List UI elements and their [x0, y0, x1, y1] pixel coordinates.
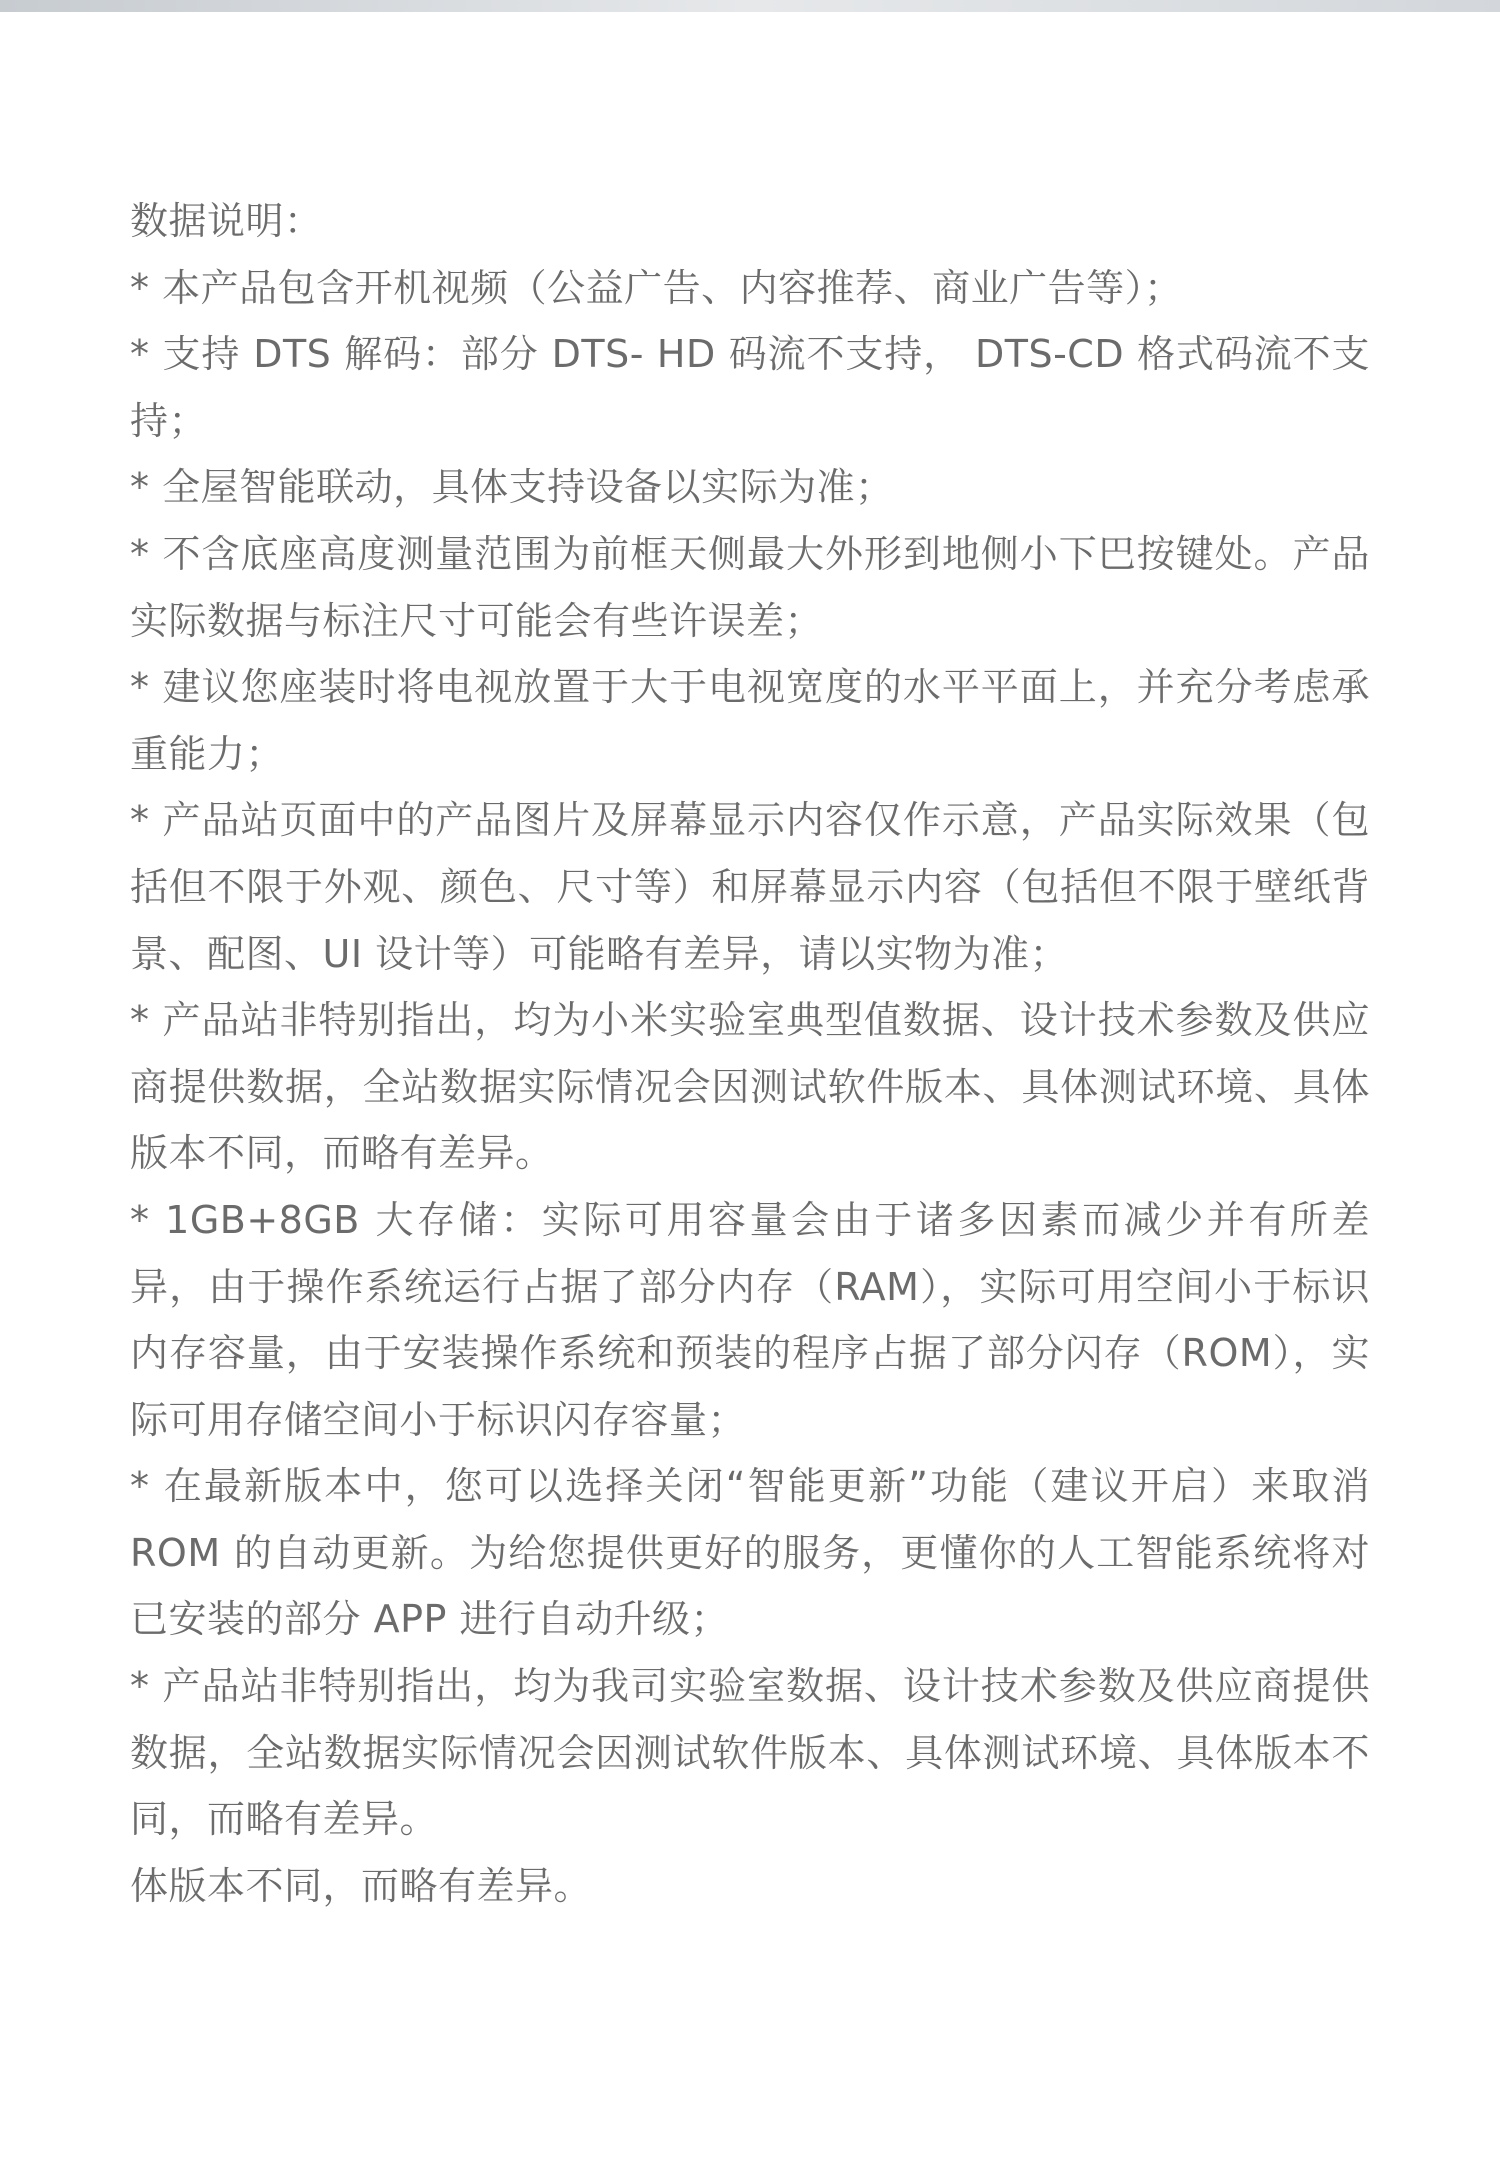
note-item: * 支持 DTS 解码：部分 DTS- HD 码流不支持， DTS-CD 格式码流不支持；	[130, 332, 1371, 443]
note-item: 体版本不同，而略有差异。	[130, 1863, 593, 1908]
data-notes	[130, 188, 1370, 1919]
note-item: * 产品站页面中的产品图片及屏幕显示内容仅作示意，产品实际效果（包括但不限于外观、颜色、尺寸等）和屏幕显示内容（包括但不限于壁纸背景、配图、UI 设计等）可能略有差异，请以实物为准；	[130, 798, 1370, 976]
note-item: * 建议您座装时将电视放置于大于电视宽度的水平平面上，并充分考虑承重能力；	[130, 665, 1370, 776]
note-item: * 产品站非特别指出，均为小米实验室典型值数据、设计技术参数及供应商提供数据，全站数据实际情况会因测试软件版本、具体测试环境、具体版本不同，而略有差异。	[130, 998, 1370, 1176]
notes-title: 数据说明：	[130, 199, 323, 243]
top-divider-strip	[0, 0, 1500, 12]
note-item: * 全屋智能联动，具体支持设备以实际为准；	[130, 465, 894, 510]
note-item: * 本产品包含开机视频（公益广告、内容推荐、商业广告等）；	[130, 265, 1183, 310]
note-item: * 不含底座高度测量范围为前框天侧最大外形到地侧小下巴按键处。产品实际数据与标注尺寸可能会有些许误差；	[130, 531, 1370, 643]
note-item: * 在最新版本中，您可以选择关闭“智能更新”功能（建议开启）来取消 ROM 的自动更新。为给您提供更好的服务，更懂你的人工智能系统将对已安装的部分 APP 进行自动升级；	[130, 1464, 1370, 1642]
note-item: * 产品站非特别指出，均为我司实验室数据、设计技术参数及供应商提供数据，全站数据实际情况会因测试软件版本、具体测试环境、具体版本不同，而略有差异。	[130, 1664, 1370, 1842]
note-item: * 1GB+8GB 大存储：实际可用容量会由于诸多因素而减少并有所差异，由于操作系统运行占据了部分内存（RAM），实际可用空间小于标识内存容量，由于安装操作系统和预装的程序占据了部分闪存（ROM），实际可用存储空间小于标识闪存容量；	[130, 1197, 1370, 1442]
